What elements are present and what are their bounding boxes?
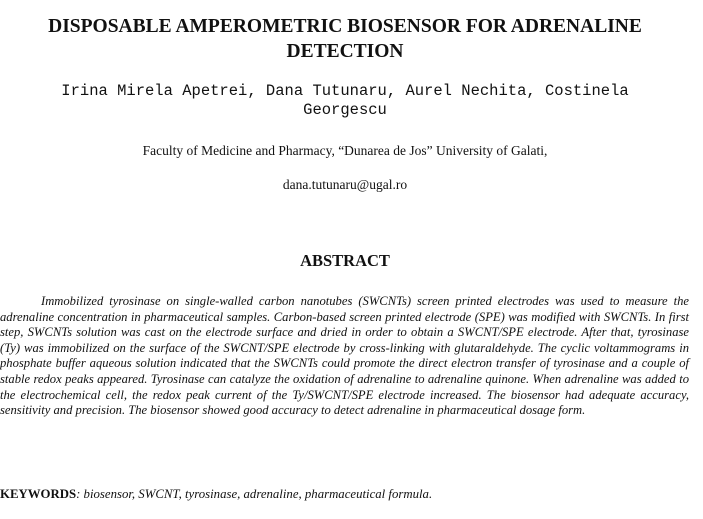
keywords-label: KEYWORDS [0, 487, 77, 501]
keywords-line [0, 486, 690, 502]
paper-title: DISPOSABLE AMPEROMETRIC BIOSENSOR FOR ADRENALINE DETECTION [48, 16, 642, 62]
affiliation: Faculty of Medicine and Pharmacy, “Dunarea de Jos” University of Galati, [142, 143, 548, 158]
contact-email: dana.tutunaru@ugal.ro [282, 177, 408, 192]
author-list: Irina Mirela Apetrei, Dana Tutunaru, Aurel Nechita, Costinela Georgescu [61, 82, 629, 119]
abstract-heading: ABSTRACT [300, 251, 390, 270]
abstract-text: Immobilized tyrosinase on single-walled carbon nanotubes (SWCNTs) screen printed electrodes was used to measure the adrenaline concentration in pharmaceutical samples. Carbon-based screen printed electrode (SPE) was modified with SWCNTs. In first step, SWCNTs solution was cast on the electrode surface and dried in order to obtain a SWCNT/SPE electrode. After that, tyrosinase (Ty) was immobilized on the surface of the SWCNT/SPE electrode by cross-linking with glutaraldehyde. The cyclic voltammograms in phosphate buffer aqueous solution indicated that the SWCNTs could promote the direct electron transfer of tyrosinase and a couple of stable redox peaks appeared. Tyrosinase can catalyze the oxidation of adrenaline to adrenaline quinone. When adrenaline was added to the electrochemical cell, the redox peak current of the Ty/SWCNT/SPE electrode increased. The biosensor had adequate accuracy, sensitivity and precision. The biosensor showed good accuracy to detect adrenaline in pharmaceutical dosage form. [0, 294, 689, 418]
keywords-text: : biosensor, SWCNT, tyrosinase, adrenaline, pharmaceutical formula. [76, 487, 433, 501]
